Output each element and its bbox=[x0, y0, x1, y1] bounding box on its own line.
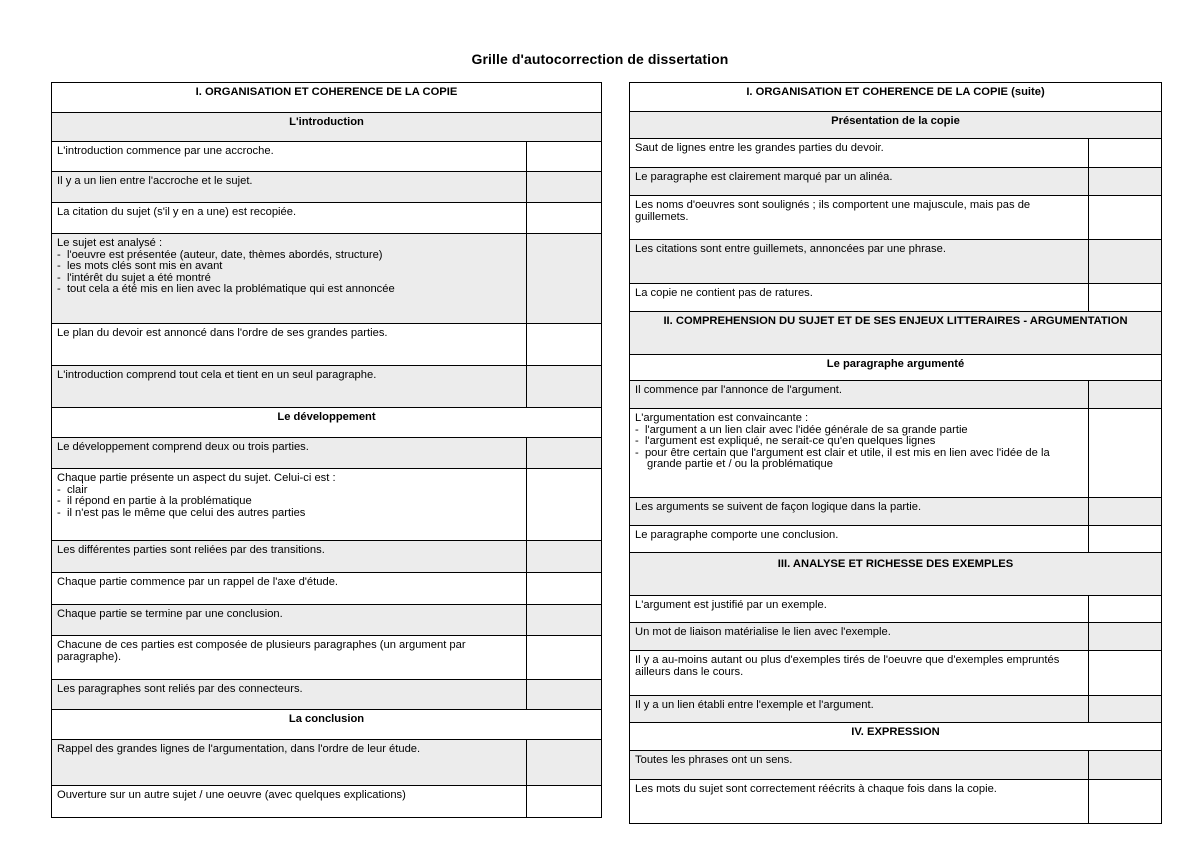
check-cell[interactable] bbox=[527, 234, 602, 324]
check-cell[interactable] bbox=[527, 573, 602, 605]
criterion-bullet: - les mots clés sont mis en avant bbox=[57, 260, 223, 273]
table-row bbox=[52, 172, 602, 203]
check-cell[interactable] bbox=[1089, 623, 1162, 651]
criterion-text: Toutes les phrases ont un sens. bbox=[630, 751, 1089, 780]
criterion-text: Les citations sont entre guillemets, annoncées par une phrase. bbox=[630, 240, 1089, 284]
check-cell[interactable] bbox=[1089, 381, 1162, 409]
check-cell[interactable] bbox=[527, 172, 602, 203]
check-cell[interactable] bbox=[1089, 751, 1162, 780]
criterion-text: Chaque partie se termine par une conclusion. bbox=[52, 605, 527, 636]
check-cell[interactable] bbox=[527, 541, 602, 573]
criterion-lead: Le sujet est analysé : bbox=[57, 237, 163, 249]
criterion-bullet: - l'argument a un lien clair avec l'idée générale de sa grande partie bbox=[635, 423, 968, 436]
criterion-text: Le plan du devoir est annoncé dans l'ordre de ses grandes parties. bbox=[52, 324, 527, 366]
check-cell[interactable] bbox=[527, 324, 602, 366]
subsection-heading-conclusion: La conclusion bbox=[52, 710, 602, 740]
criterion-lead: Chaque partie présente un aspect du sujet. Celui-ci est : bbox=[57, 472, 336, 484]
table-row bbox=[630, 284, 1162, 312]
subsection-heading-paragraph: Le paragraphe argumenté bbox=[630, 355, 1162, 381]
check-cell[interactable] bbox=[527, 203, 602, 234]
criterion-bullet: - pour être certain que l'argument est clair et utile, il est mis en lien avec l'idée de la grande partie et / ou la problématique bbox=[635, 446, 1050, 471]
subsection-heading-development: Le développement bbox=[52, 408, 602, 438]
criterion-bullet: - clair bbox=[57, 483, 88, 496]
criterion-lead: L'argumentation est convaincante : bbox=[635, 412, 809, 424]
table-row bbox=[52, 142, 602, 172]
criterion-text-aspect bbox=[52, 469, 527, 541]
table-row bbox=[630, 526, 1162, 553]
check-cell[interactable] bbox=[1089, 596, 1162, 623]
criterion-text: Les paragraphes sont reliés par des connecteurs. bbox=[52, 680, 527, 710]
subsection-heading-presentation: Présentation de la copie bbox=[630, 112, 1162, 139]
table-row bbox=[630, 196, 1162, 240]
check-cell[interactable] bbox=[527, 142, 602, 172]
section-title: IV. EXPRESSION bbox=[630, 723, 1162, 751]
section-title: II. COMPREHENSION DU SUJET ET DE SES ENJEUX LITTERAIRES - ARGUMENTATION bbox=[630, 312, 1162, 355]
section-title: I. ORGANISATION ET COHERENCE DE LA COPIE (suite) bbox=[630, 83, 1162, 112]
criterion-text: Ouverture sur un autre sujet / une oeuvre (avec quelques explications) bbox=[52, 786, 527, 818]
subsection-heading-introduction: L'introduction bbox=[52, 113, 602, 142]
criterion-text: Le développement comprend deux ou trois parties. bbox=[52, 438, 527, 469]
check-cell[interactable] bbox=[1089, 240, 1162, 284]
table-row bbox=[630, 409, 1162, 498]
criterion-text: Il y a au-moins autant ou plus d'exemples tirés de l'oeuvre que d'exemples empruntés ailleurs dans le cours. bbox=[630, 651, 1089, 696]
table-row bbox=[630, 651, 1162, 696]
criterion-text: Le paragraphe est clairement marqué par un alinéa. bbox=[630, 168, 1089, 196]
check-cell[interactable] bbox=[527, 605, 602, 636]
criterion-text: Chaque partie commence par un rappel de l'axe d'étude. bbox=[52, 573, 527, 605]
table-row bbox=[52, 324, 602, 366]
criterion-text: Chacune de ces parties est composée de plusieurs paragraphes (un argument par paragraphe). bbox=[52, 636, 527, 680]
table-row bbox=[52, 469, 602, 541]
criterion-text: La copie ne contient pas de ratures. bbox=[630, 284, 1089, 312]
table-row bbox=[630, 696, 1162, 723]
check-cell[interactable] bbox=[527, 786, 602, 818]
table-row bbox=[630, 381, 1162, 409]
table-row bbox=[630, 240, 1162, 284]
check-cell[interactable] bbox=[1089, 696, 1162, 723]
check-cell[interactable] bbox=[527, 740, 602, 786]
criterion-text: Les arguments se suivent de façon logique dans la partie. bbox=[630, 498, 1089, 526]
criterion-text: Les différentes parties sont reliées par des transitions. bbox=[52, 541, 527, 573]
criterion-text: L'introduction commence par une accroche. bbox=[52, 142, 527, 172]
check-cell[interactable] bbox=[527, 680, 602, 710]
criterion-text: Les noms d'oeuvres sont soulignés ; ils comportent une majuscule, mais pas de guillemets. bbox=[630, 196, 1089, 240]
criterion-bullet: - l'argument est expliqué, ne serait-ce qu'en quelques lignes bbox=[635, 435, 936, 448]
right-grid-table bbox=[629, 82, 1162, 824]
criterion-bullet: - l'oeuvre est présentée (auteur, date, thèmes abordés, structure) bbox=[57, 248, 383, 261]
table-row bbox=[52, 636, 602, 680]
check-cell[interactable] bbox=[527, 636, 602, 680]
criterion-text-analysis bbox=[52, 234, 527, 324]
check-cell[interactable] bbox=[1089, 196, 1162, 240]
check-cell[interactable] bbox=[1089, 409, 1162, 498]
check-cell[interactable] bbox=[1089, 139, 1162, 168]
criterion-bullet: - il n'est pas le même que celui des autres parties bbox=[57, 506, 306, 519]
table-row bbox=[52, 786, 602, 818]
table-row bbox=[52, 680, 602, 710]
criterion-text: Un mot de liaison matérialise le lien avec l'exemple. bbox=[630, 623, 1089, 651]
table-row bbox=[52, 605, 602, 636]
section-title: III. ANALYSE ET RICHESSE DES EXEMPLES bbox=[630, 553, 1162, 596]
criterion-text-convincing bbox=[630, 409, 1089, 498]
criterion-bullet: - l'intérêt du sujet a été montré bbox=[57, 271, 211, 284]
table-row bbox=[52, 366, 602, 408]
check-cell[interactable] bbox=[527, 469, 602, 541]
criterion-text: La citation du sujet (s'il y en a une) est recopiée. bbox=[52, 203, 527, 234]
check-cell[interactable] bbox=[527, 366, 602, 408]
page-title: Grille d'autocorrection de dissertation bbox=[471, 51, 729, 67]
left-grid-table bbox=[51, 82, 602, 818]
check-cell[interactable] bbox=[1089, 651, 1162, 696]
table-row bbox=[630, 751, 1162, 780]
check-cell[interactable] bbox=[1089, 284, 1162, 312]
criterion-text: Le paragraphe comporte une conclusion. bbox=[630, 526, 1089, 553]
table-row bbox=[52, 740, 602, 786]
criterion-bullet: - tout cela a été mis en lien avec la problématique qui est annoncée bbox=[57, 283, 395, 296]
criterion-bullet: - il répond en partie à la problématique bbox=[57, 495, 252, 508]
table-row bbox=[52, 438, 602, 469]
table-row bbox=[630, 139, 1162, 168]
table-row bbox=[52, 203, 602, 234]
check-cell[interactable] bbox=[1089, 498, 1162, 526]
table-row bbox=[52, 573, 602, 605]
check-cell[interactable] bbox=[1089, 780, 1162, 824]
table-row bbox=[52, 541, 602, 573]
table-row bbox=[630, 498, 1162, 526]
check-cell[interactable] bbox=[527, 438, 602, 469]
table-row bbox=[630, 596, 1162, 623]
criterion-text: L'argument est justifié par un exemple. bbox=[630, 596, 1089, 623]
criterion-text: Les mots du sujet sont correctement réécrits à chaque fois dans la copie. bbox=[630, 780, 1089, 824]
criterion-text: Saut de lignes entre les grandes parties du devoir. bbox=[630, 139, 1089, 168]
criterion-text: Il commence par l'annonce de l'argument. bbox=[630, 381, 1089, 409]
criterion-text: L'introduction comprend tout cela et tient en un seul paragraphe. bbox=[52, 366, 527, 408]
check-cell[interactable] bbox=[1089, 526, 1162, 553]
table-row bbox=[630, 780, 1162, 824]
criterion-text: Il y a un lien établi entre l'exemple et l'argument. bbox=[630, 696, 1089, 723]
table-row bbox=[52, 234, 602, 324]
table-row bbox=[630, 623, 1162, 651]
criterion-text: Il y a un lien entre l'accroche et le sujet. bbox=[52, 172, 527, 203]
criterion-text: Rappel des grandes lignes de l'argumentation, dans l'ordre de leur étude. bbox=[52, 740, 527, 786]
check-cell[interactable] bbox=[1089, 168, 1162, 196]
table-row bbox=[630, 168, 1162, 196]
section-title: I. ORGANISATION ET COHERENCE DE LA COPIE bbox=[52, 83, 602, 113]
